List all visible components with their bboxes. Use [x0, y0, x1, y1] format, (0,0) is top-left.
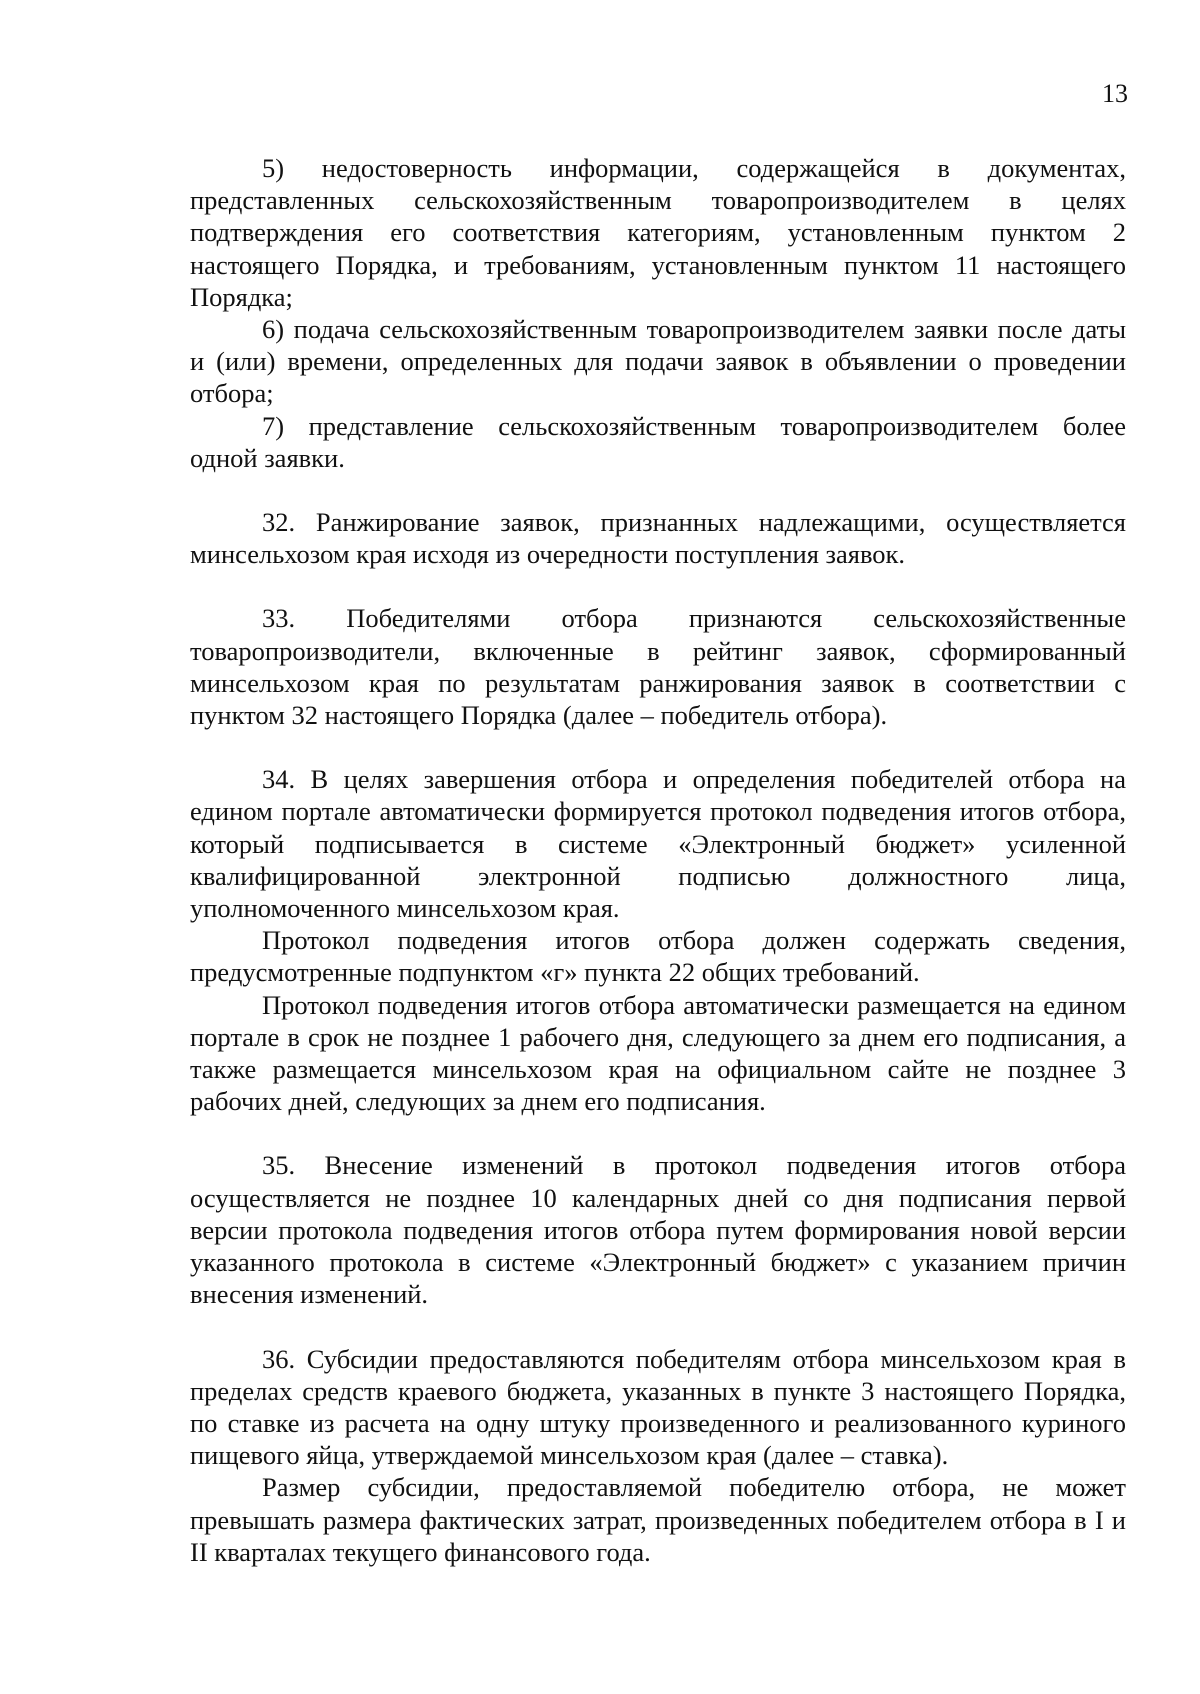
paragraph: 34. В целях завершения отбора и определения победителей отбора на едином портале автоматически формируется протокол подведения итогов отбора, который подписывается в системе «Электронный бюджет» усиленной квалифицированной электронной подписью должностного лица, уполномоченного минсельхозом края. [190, 764, 1126, 924]
paragraph: 5) недостоверность информации, содержащейся в документах, представленных сельскохозяйственным товаропроизводителем в целях подтверждения его соответствия категориям, установленным пунктом 2 настоящего Порядка, и требованиям, установленным пунктом 11 настоящего Порядка; [190, 153, 1126, 312]
paragraph: 7) представление сельскохозяйственным товаропроизводителем более одной заявки. [190, 410, 1126, 473]
paragraph: 6) подача сельскохозяйственным товаропроизводителем заявки после даты и (или) времени, определенных для подачи заявок в объявлении о проведении отбора; [190, 314, 1126, 409]
section-36 [190, 1343, 1126, 1568]
document-body [190, 152, 1126, 1600]
paragraph: Размер субсидии, предоставляемой победителю отбора, не может превышать размера фактических затрат, произведенных победителем отбора в I и II кварталах текущего финансового года. [190, 1472, 1126, 1567]
paragraph: 32. Ранжирование заявок, признанных надлежащими, осуществляется минсельхозом края исходя из очередности поступления заявок. [190, 507, 1126, 570]
page-number: 13 [1102, 79, 1128, 108]
section-32 [190, 506, 1126, 570]
paragraph: 36. Субсидии предоставляются победителям отбора минсельхозом края в пределах средств краевого бюджета, указанных в пункте 3 настоящего Порядка, по ставке из расчета на одну штуку произведенного и реализованного куриного пищевого яйца, утверждаемой минсельхозом края (далее – ставка). [190, 1343, 1126, 1471]
section-refusal-grounds [190, 152, 1126, 474]
section-34 [190, 763, 1126, 1117]
paragraph: Протокол подведения итогов отбора должен содержать сведения, предусмотренные подпунктом «г» пункта 22 общих требований. [190, 925, 1126, 988]
section-33 [190, 602, 1126, 731]
paragraph: 35. Внесение изменений в протокол подведения итогов отбора осуществляется не позднее 10 календарных дней со дня подписания первой версии протокола подведения итогов отбора путем формирования новой версии указанного протокола в системе «Электронный бюджет» с указанием причин внесения изменений. [190, 1150, 1126, 1310]
section-35 [190, 1149, 1126, 1310]
paragraph: Протокол подведения итогов отбора автоматически размещается на едином портале в срок не позднее 1 рабочего дня, следующего за днем его подписания, а также размещается минсельхозом края на официальном сайте не позднее 3 рабочих дней, следующих за днем его подписания. [190, 989, 1126, 1117]
paragraph: 33. Победителями отбора признаются сельскохозяйственные товаропроизводители, включенные в рейтинг заявок, сформированный минсельхозом края по результатам ранжирования заявок в соответствии с пунктом 32 настоящего Порядка (далее – победитель отбора). [190, 603, 1126, 731]
